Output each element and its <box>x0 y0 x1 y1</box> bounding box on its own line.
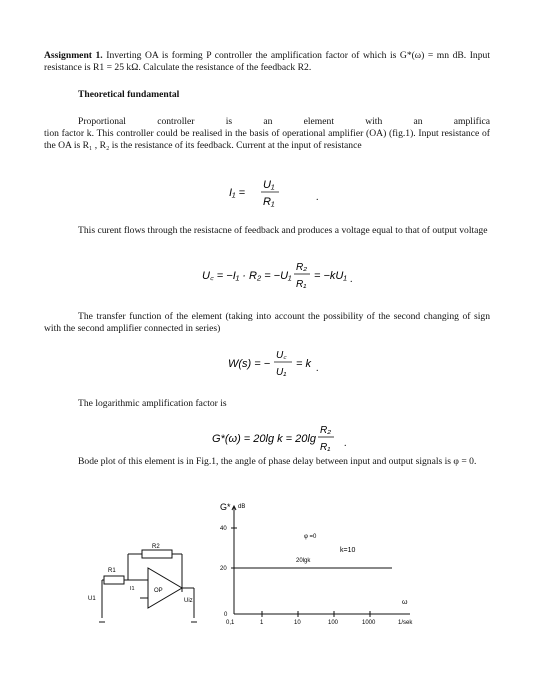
svg-text:= k: = k <box>296 358 311 370</box>
label-op: OP <box>154 588 163 594</box>
svg-text:G*(ω) = 20lg k = 20lg: G*(ω) = 20lg k = 20lg <box>212 433 316 445</box>
svg-text:U₁: U₁ <box>263 179 275 191</box>
resistor-r1 <box>104 576 124 584</box>
assignment-text <box>44 50 490 75</box>
paragraph-3: The transfer function of the element (taking into account the possibility of the second changing of sign with the second amplifier connected in series) <box>44 311 490 335</box>
svg-text:R₂: R₂ <box>296 262 308 273</box>
gain-line-label: 20lgk <box>296 558 311 564</box>
bode-plot <box>192 496 432 626</box>
x-tick-10: 10 <box>294 620 301 626</box>
assignment-body: Inverting OA is forming P controller the amplification factor of which is G*(ω) = mn dB. Input resistance is R1 = 25 kΩ. Calculate the resistance of the feedback R2. <box>44 50 490 74</box>
svg-text:W(s) = −: W(s) = − <box>228 358 271 370</box>
section-heading: Theoretical fundamental <box>78 89 180 100</box>
svg-text:R₁: R₁ <box>320 442 331 453</box>
svg-text:R₂: R₂ <box>320 425 332 436</box>
paragraph-1-justified-text: Proportional controller is an element with an amplifica <box>78 116 490 127</box>
equation-output-voltage <box>200 257 370 299</box>
resistor-r2 <box>142 550 172 558</box>
k-label: k=10 <box>340 547 356 554</box>
label-u1: U1 <box>88 596 96 602</box>
label-uiz: Uiz <box>184 598 193 604</box>
svg-text:U꜀: U꜀ <box>276 350 287 361</box>
svg-text:U꜀ = −I₁ · R₂ = −U₁: U꜀ = −I₁ · R₂ = −U₁ <box>202 270 292 282</box>
phase-label: φ =0 <box>304 534 317 540</box>
paragraph-4: The logarithmic amplification factor is <box>78 398 227 409</box>
y-tick-0: 0 <box>224 612 228 618</box>
x-tick-1: 1 <box>260 620 264 626</box>
x-tick-1000: 1000 <box>362 620 376 626</box>
equation-current <box>227 174 297 214</box>
equation-transfer-function <box>226 345 336 387</box>
label-r2: R2 <box>152 544 160 550</box>
paragraph-1-rest: tion factor k. This controller could be realised in the basis of operational amplifier (OA) (fig.1). Input resistance of the OA is R₁ , R₂ is the resistance of its feedback. Current at the input of resistance <box>44 128 490 152</box>
assignment-label: Assignment 1. <box>44 50 103 61</box>
y-axis-label: G* <box>220 502 231 512</box>
svg-text:R₁: R₁ <box>263 196 275 208</box>
x-tick-100: 100 <box>328 620 339 626</box>
svg-text:= −kU₁: = −kU₁ <box>314 270 347 282</box>
circuit-diagram <box>86 540 206 630</box>
y-axis-unit: dB <box>238 504 246 510</box>
x-axis-unit: 1/sek <box>398 620 413 626</box>
paragraph-1-line-1 <box>78 116 490 128</box>
y-tick-40: 40 <box>220 526 227 532</box>
paragraph-2: This curent flows through the resistacne of feedback and produces a voltage equal to that of output voltage <box>78 225 488 236</box>
omega-label: ω <box>402 599 408 606</box>
paragraph-5: Bode plot of this element is in Fig.1, the angle of phase delay between input and output signals is φ = 0. <box>78 456 477 467</box>
x-tick-0-1: 0,1 <box>226 620 235 626</box>
label-i1: I1 <box>130 586 135 592</box>
svg-text:R₁: R₁ <box>296 279 307 290</box>
svg-text:I₁ =: I₁ = <box>229 187 246 199</box>
svg-text:U₁: U₁ <box>276 367 287 378</box>
label-r1: R1 <box>108 568 116 574</box>
y-tick-20: 20 <box>220 566 227 572</box>
